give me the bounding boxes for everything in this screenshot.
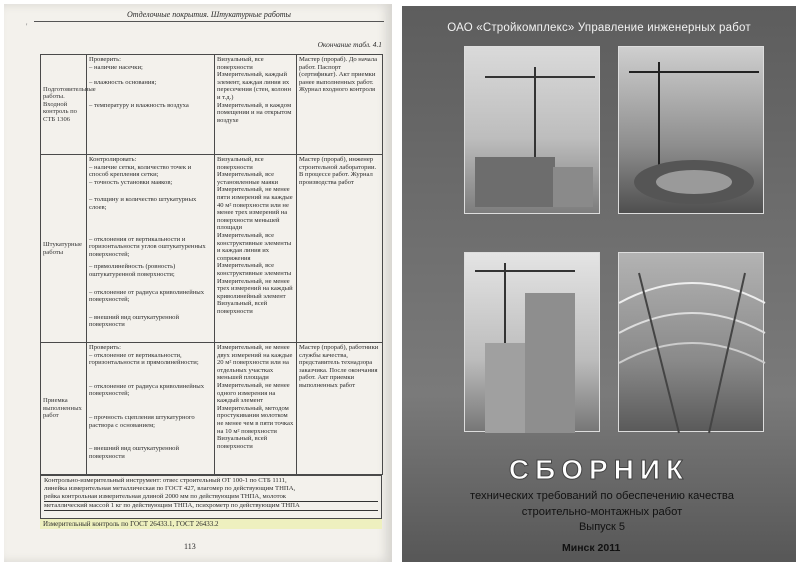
executor-cell: Мастер (прораб). До начала работ. Паспорт (сертификат). Акт приемки ранее выполненных работ. Журнал входного контроля (297, 55, 383, 155)
booklet-cover (402, 6, 796, 562)
quality-control-table (40, 54, 383, 475)
scan-artifact-mark: ' (26, 22, 28, 31)
list-item: – отклонение от радиуса криволинейных поверхностей; (89, 288, 205, 304)
control-items-cell: Проверить: – наличие насечки; – влажность основания; – температуру и влажность воздуха (87, 55, 215, 155)
list-item: – внешний вид оштукатуренной поверхности (89, 313, 179, 329)
measurement-control-note: Измерительный контроль по ГОСТ 26433.1, ГОСТ 26433.2 (40, 518, 382, 529)
table-row (41, 55, 383, 155)
executor-cell: Мастер (прораб), инженер строительной лаборатории. В процессе работ. Журнал производства работ (297, 155, 383, 343)
method-cell: Визуальный, все поверхности Измерительный, все установленные маяки Измерительный, не менее пяти измерений на каждые 40 м² поверхности или не менее трех измерений на поверхности меньшей площади Измерительный, все конструктивные элементы и каждая линия их сопряжения Измерительный, все конструктивные элементы Измерительный, не менее трех измерений на каждый криволинейный элемент Визуальный, всей поверхности (215, 155, 297, 343)
footer-line: Контрольно-измерительный инструмент: отвес строительный ОТ 100-1 по СТБ 1111, (44, 477, 287, 484)
footer-line: линейка измерительная металлическая по ГОСТ 427, влагомер по действующим ТНПА, (44, 485, 296, 492)
left-document-page (4, 4, 392, 562)
list-item: – отклонение от вертикальности, горизонтальности и прямолинейности; (89, 351, 199, 367)
page-number: 113 (184, 542, 196, 551)
list-item: – толщину и количество штукатурных слоев; (89, 196, 197, 211)
list-item: Проверить: (89, 344, 121, 351)
table-row (41, 343, 383, 475)
construction-photo-crane (464, 46, 600, 214)
running-head: Отделочные покрытия. Штукатурные работы (34, 10, 384, 22)
list-item: Контролировать: (89, 156, 137, 163)
roof-frame-illustration (619, 253, 765, 433)
tower-illustration (465, 253, 601, 433)
list-item: – прочность сцепления штукатурного раствора с основанием; (89, 413, 195, 429)
stadium-illustration (619, 47, 765, 215)
construction-photo-stadium (618, 46, 764, 214)
stage-cell: Приемка выполненных работ (41, 343, 87, 475)
construction-photo-tower (464, 252, 600, 432)
table-continuation-label: Окончание табл. 4.1 (317, 40, 382, 49)
cover-subtitle-line-2: строительно-монтажных работ (521, 506, 683, 518)
crane-illustration (465, 47, 601, 215)
cover-title: СБОРНИК (508, 454, 690, 485)
stage-cell: Подготовительные работы. Входной контроль по СТБ 1306 (41, 55, 87, 155)
construction-photo-roof-frame (618, 252, 764, 432)
table-row (41, 155, 383, 343)
executor-cell: Мастер (прораб), работники службы качества, представитель технадзора заказчика. После окончания работ. Акт приемки выполненных работ (297, 343, 383, 475)
footer-line: рейка контрольная измерительная длиной 2000 мм по действующим ТНПА, молоток (44, 493, 378, 502)
footer-line: металлический массой 1 кг по действующим ТНПА, психрометр по действующим ТНПА (44, 502, 378, 511)
list-item: – отклонение от радиуса криволинейных поверхностей; (89, 382, 205, 398)
list-item: – прямолинейность (ровность) оштукатуренной поверхности; (89, 263, 176, 278)
control-items-cell (87, 155, 215, 343)
list-item: – точность установки маяков; (89, 178, 173, 186)
control-items-cell (87, 343, 215, 475)
list-item: – наличие сетки, количество точек и способ крепления сетки; (89, 163, 192, 179)
organization-name: ОАО «Стройкомплекс» Управление инженерных работ (447, 22, 751, 34)
place-and-year: Минск 2011 (562, 542, 621, 554)
method-cell: Измерительный, не менее двух измерений на каждые 20 м² поверхности или на отдельных участках меньшей площади Измерительный, не менее одного измерения на каждый элемент Измерительный, методом простукивания молотком не менее чем в пяти точках на 10 м² поверхности Визуальный, всей поверхности (215, 343, 297, 475)
issue-number: Выпуск 5 (578, 521, 626, 533)
list-item: – внешний вид оштукатуренной поверхности (89, 445, 179, 460)
cover-subtitle-line-1: технических требований по обеспечению качества (470, 490, 734, 502)
list-item: – отклонения от вертикальности и горизонтальности углов оштукатуренных поверхностей; (89, 235, 206, 258)
stage-cell: Штукатурные работы (41, 155, 87, 343)
method-cell: Визуальный, все поверхности Измерительный, каждый элемент, каждая линия их пересечения (стен, колонн и т.д.) Измерительный, в каждом помещении и на открытом воздухе (215, 55, 297, 155)
